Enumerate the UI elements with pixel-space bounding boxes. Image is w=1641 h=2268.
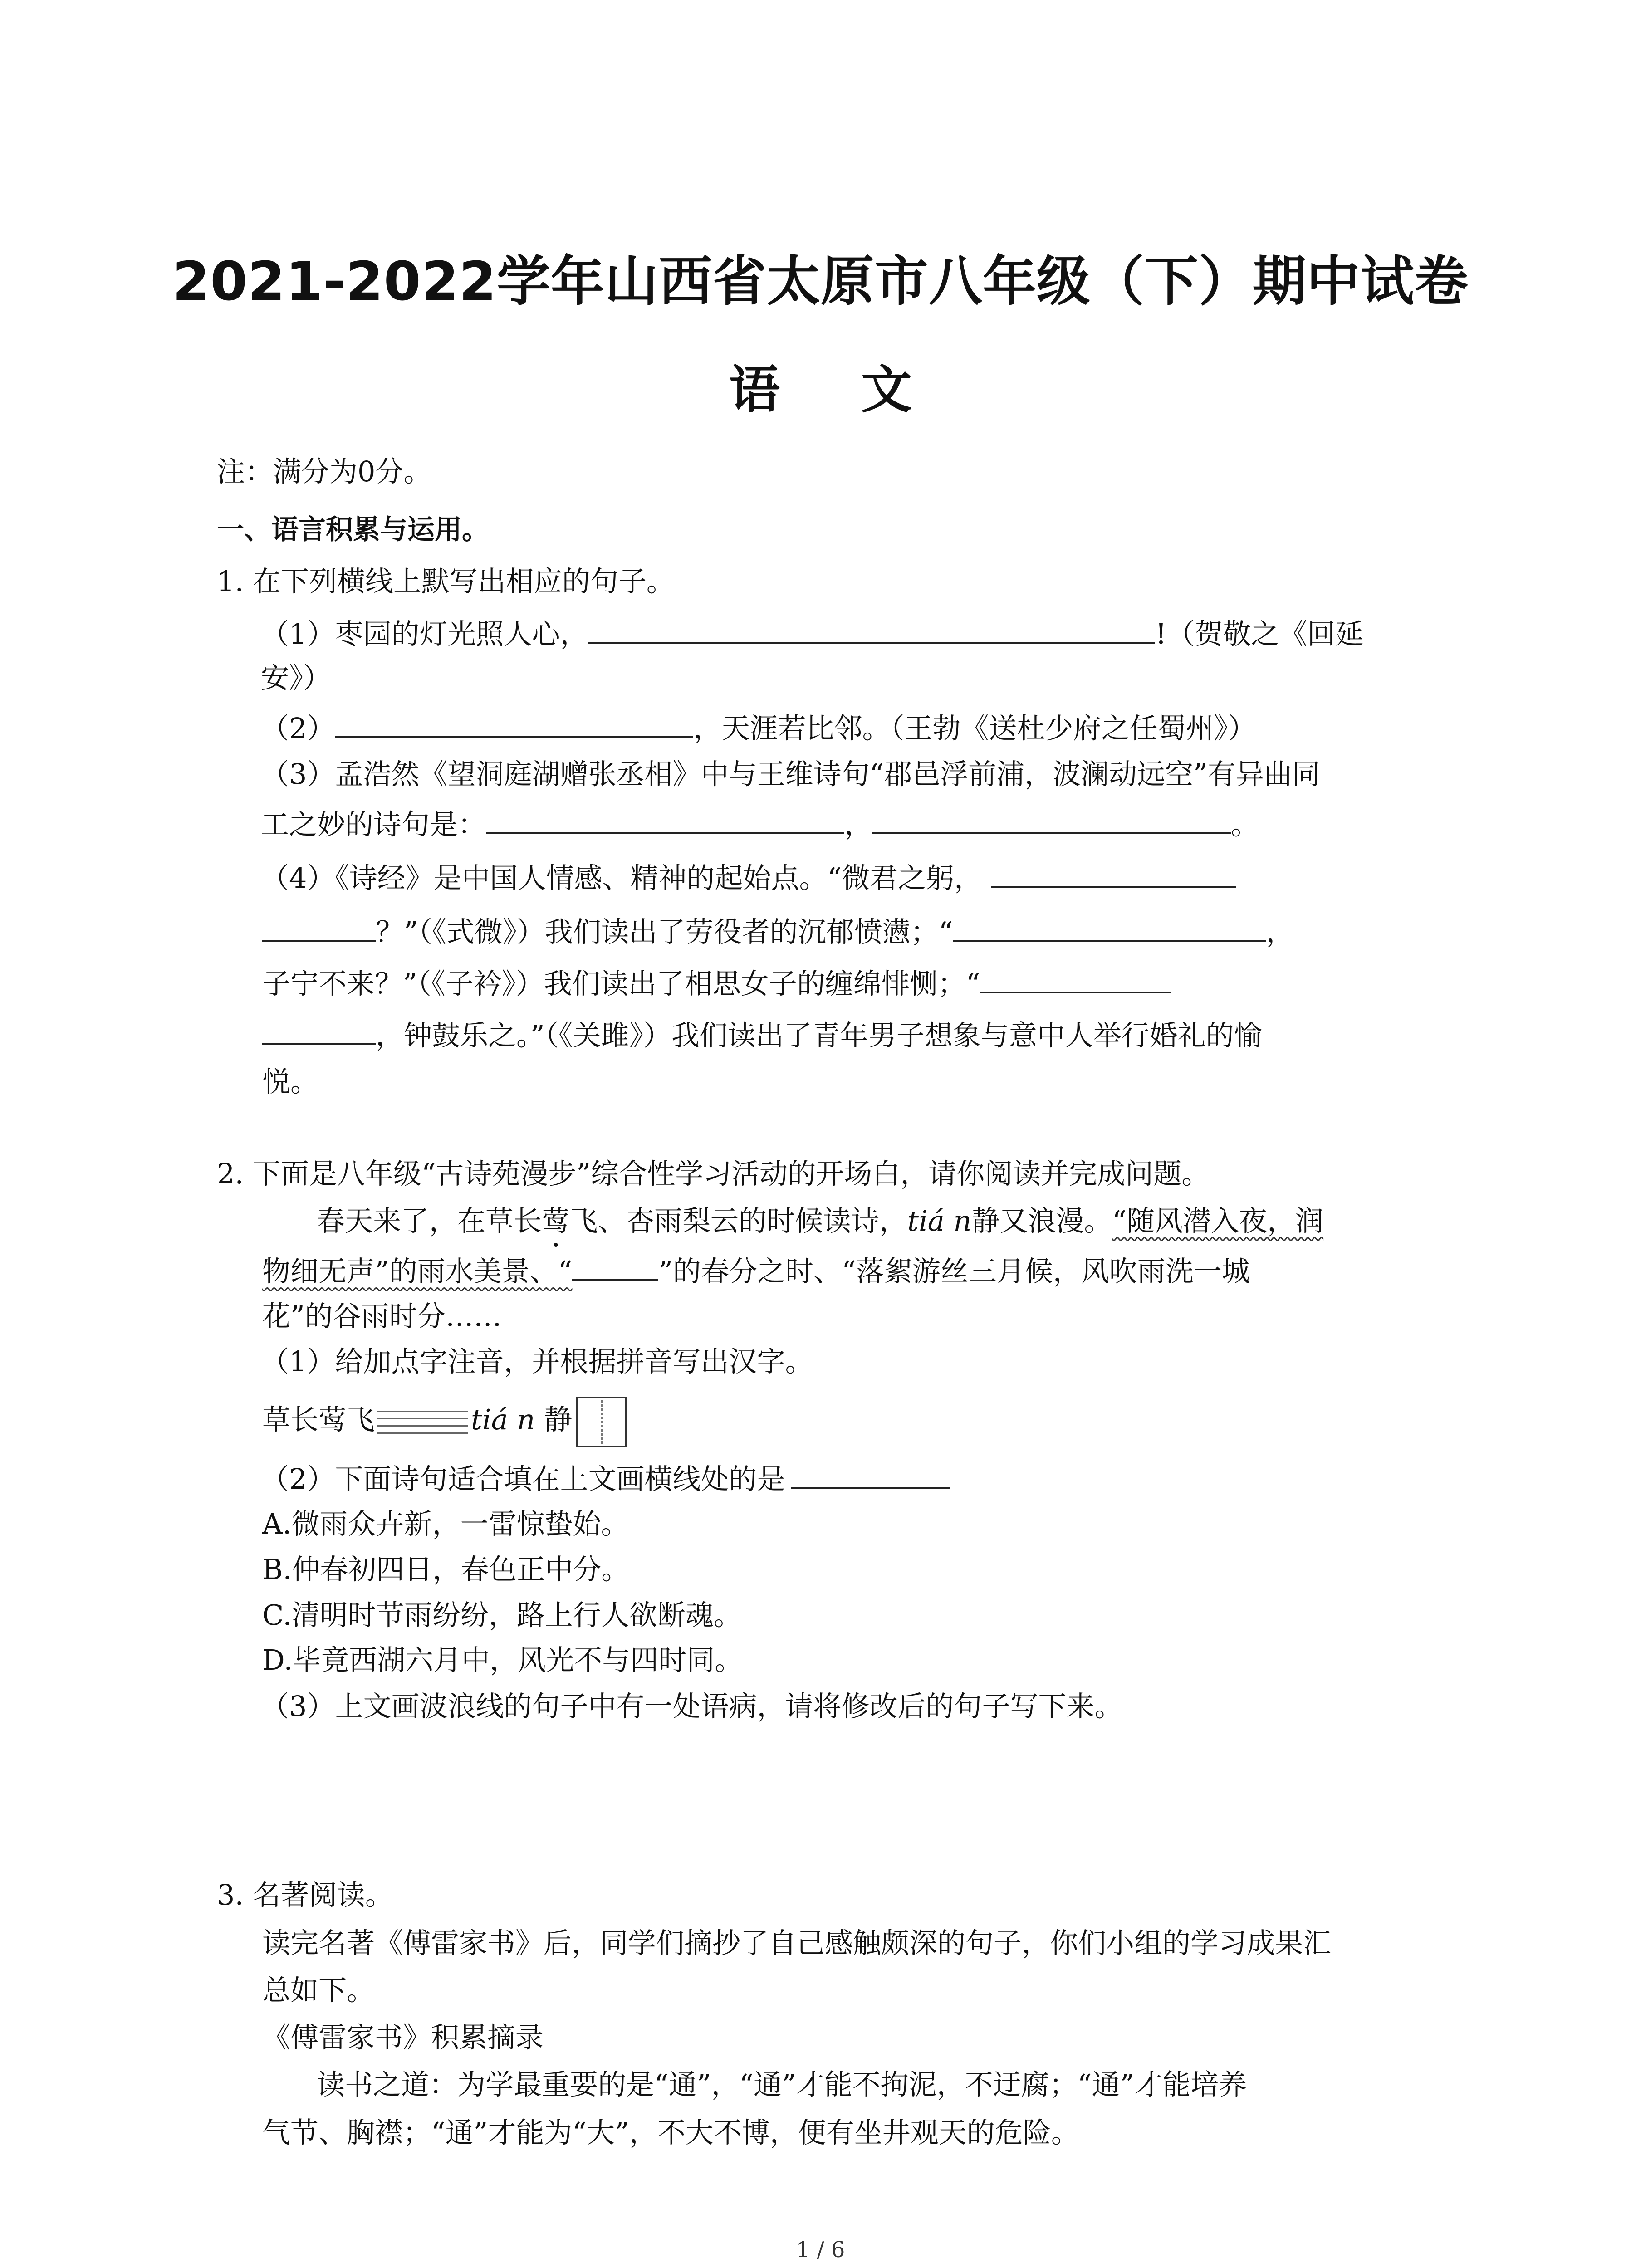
- q1-part3: （3）孟浩然《望洞庭湖赠张丞相》中与王维诗句“郡邑浮前浦，波澜动远空”有异曲同: [261, 758, 1320, 791]
- q1-part2-label: （2）: [261, 712, 335, 745]
- exam-subject: 语 文: [729, 361, 944, 420]
- q1-part4-line2: [262, 913, 1294, 950]
- q2-sub1-answer: [262, 1393, 627, 1447]
- q2-passage-line2: [262, 1252, 1250, 1290]
- comma: ，: [844, 808, 873, 841]
- answer-blank[interactable]: [980, 964, 1171, 993]
- exam-title: 2021-2022学年山西省太原市八年级（下）期中试卷: [172, 250, 1469, 313]
- dotted-char: 莺: [542, 1204, 570, 1237]
- q3-subtitle: 《傅雷家书》积累摘录: [262, 2021, 544, 2054]
- option-b[interactable]: B.仲春初四日，春色正中分。: [262, 1553, 630, 1586]
- answer-blank[interactable]: [262, 913, 376, 942]
- answer-blank[interactable]: [572, 1252, 658, 1281]
- q1-part1-cont: 安》）: [261, 661, 332, 694]
- q2-sub3: （3）上文画波浪线的句子中有一处语病，请将修改后的句子写下来。: [261, 1690, 1123, 1723]
- option-c[interactable]: C.清明时节雨纷纷，路上行人欲断魂。: [262, 1598, 742, 1632]
- answer-blank[interactable]: [991, 859, 1236, 888]
- q1-part1: [261, 615, 1363, 652]
- q2-stem: 2. 下面是八年级“古诗苑漫步”综合性学习活动的开场白，请你阅读并完成问题。: [217, 1157, 1210, 1190]
- page-number: 1 / 6: [796, 2237, 845, 2263]
- q3-excerpt: 读书之道：为学最重要的是“通”，“通”才能不拘泥，不迂腐；“通”才能培养: [317, 2068, 1247, 2101]
- q1-stem: 1. 在下列横线上默写出相应的句子。: [217, 565, 675, 598]
- q3-intro-cont: 总如下。: [262, 1974, 375, 2007]
- option-d[interactable]: D.毕竟西湖六月中，风光不与四时同。: [262, 1643, 743, 1677]
- character-box[interactable]: [576, 1397, 627, 1447]
- comma: ，: [1266, 915, 1294, 948]
- q2-passage-line3: 花”的谷雨时分……: [262, 1300, 502, 1333]
- wavy-sentence: “随风潜入夜，润: [1112, 1204, 1324, 1237]
- pinyin: tiá n: [471, 1403, 535, 1436]
- q1-part4-line5: 悦。: [262, 1065, 319, 1098]
- section-heading: 一、语言积累与运用。: [217, 514, 489, 546]
- q1-part4-text3: 子宁不来？”（《子衿》）我们读出了相思女子的缠绵悱恻；“: [262, 967, 980, 1000]
- q3-stem: 3. 名著阅读。: [217, 1878, 393, 1911]
- q2-sub2-text: （2）下面诗句适合填在上文画横线处的是: [261, 1462, 785, 1496]
- score-note: 注：满分为0分。: [217, 455, 432, 488]
- q2-sub2: [261, 1460, 950, 1497]
- q1-part3-prompt: 工之妙的诗句是：: [261, 808, 486, 841]
- pinyin-writing-lines[interactable]: [377, 1407, 468, 1437]
- q3-excerpt-cont: 气节、胸襟；“通”才能为“大”，不大不博，便有坐井观天的危险。: [262, 2116, 1079, 2149]
- q1-part4: [261, 859, 1236, 896]
- q1-part4-text4: ，钟鼓乐之。”（《关雎》）我们读出了青年男子想象与意中人举行婚礼的愉: [376, 1019, 1262, 1052]
- pinyin: tiá n: [907, 1204, 972, 1237]
- answer-blank[interactable]: [335, 709, 693, 738]
- phrase: 静: [544, 1403, 573, 1436]
- q1-part4-line4: [262, 1016, 1262, 1054]
- q1-part4-line3: [262, 964, 1171, 1002]
- q1-part1-text: （1）枣园的灯光照人心，: [261, 617, 588, 650]
- q3-intro: 读完名著《傅雷家书》后，同学们摘抄了自己感触颇深的句子，你们小组的学习成果汇: [262, 1926, 1332, 1960]
- q1-part2: [261, 709, 1256, 747]
- passage-text: 静又浪漫。: [971, 1204, 1112, 1237]
- answer-blank[interactable]: [588, 615, 1155, 644]
- q1-part2-text: ，天涯若比邻。（王勃《送杜少府之任蜀州》）: [693, 712, 1256, 745]
- phrase: 草长莺飞: [262, 1403, 375, 1436]
- passage-text: 飞、杏雨梨云的时候读诗，: [570, 1204, 908, 1237]
- q1-part4-text2: ？”（《式微》）我们读出了劳役者的沉郁愤懑；“: [376, 915, 953, 948]
- passage-text: 春天来了，在草长: [317, 1204, 542, 1237]
- q1-part4-text: （4）《诗经》是中国人情感、精神的起始点。“微君之躬，: [261, 861, 983, 894]
- answer-blank[interactable]: [486, 805, 844, 834]
- q2-sub1: （1）给加点字注音，并根据拼音写出汉字。: [261, 1345, 813, 1378]
- passage-text: ”的春分之时、“落絮游丝三月候，风吹雨洗一城: [658, 1255, 1250, 1288]
- answer-blank[interactable]: [262, 1016, 376, 1045]
- q1-part3-cont: [261, 805, 1259, 843]
- q2-passage-line1: [317, 1203, 1323, 1254]
- wavy-sentence: 物细无声”的雨水美景、“: [262, 1255, 573, 1288]
- answer-blank[interactable]: [953, 913, 1266, 942]
- answer-blank[interactable]: [791, 1460, 950, 1489]
- q1-part1-source: !（贺敬之《回延: [1155, 617, 1364, 650]
- answer-blank[interactable]: [872, 805, 1231, 834]
- period: 。: [1231, 808, 1259, 841]
- option-a[interactable]: A.微雨众卉新，一雷惊蛰始。: [262, 1507, 629, 1540]
